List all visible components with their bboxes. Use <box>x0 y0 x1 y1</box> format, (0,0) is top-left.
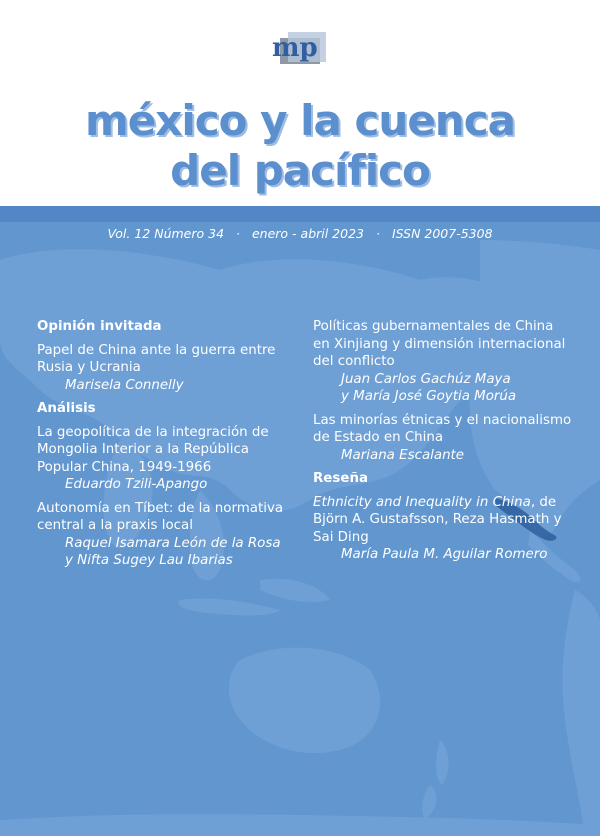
book-title: Ethnicity and Inequality in China <box>313 494 531 510</box>
journal-logo <box>266 24 332 70</box>
section-heading: Análisis <box>37 401 96 416</box>
article-entry <box>313 412 573 465</box>
contents-left-column <box>37 318 287 576</box>
contents-right-column <box>313 318 573 570</box>
article-entry <box>313 318 573 406</box>
svg-text:mp: mp <box>272 33 318 63</box>
review-author: María Paula M. Aguilar Romero <box>341 547 548 562</box>
article-title: Políticas gubernamentales de China en Xinjiang y dimensión internacional del conflicto <box>313 319 566 369</box>
section-heading: Opinión invitada <box>37 319 162 334</box>
book-authors: , de Björn A. Gustafsson, Reza Hasmath y Sai Ding <box>313 494 562 545</box>
review-entry <box>313 494 573 564</box>
article-author: y María José Goytia Morúa <box>341 389 517 404</box>
article-author: Mariana Escalante <box>341 447 465 463</box>
article-author: Raquel Isamara León de la Rosa <box>65 535 281 551</box>
article-title: Papel de China ante la guerra entre Rusia y Ucrania <box>37 342 276 375</box>
article-author: Eduardo Tzili-Apango <box>65 477 208 492</box>
volume-number: Vol. 12 Número 34 <box>107 226 225 241</box>
separator: · <box>236 226 240 241</box>
article-author: Juan Carlos Gachúz Maya <box>341 371 511 387</box>
issue-info <box>0 226 600 241</box>
article-title: Autonomía en Tíbet: de la normativa central a la praxis local <box>37 500 284 533</box>
separator: · <box>375 226 380 241</box>
journal-title-line1: méxico y la cuenca <box>85 96 515 145</box>
article-entry <box>37 342 287 395</box>
article-author: Marisela Connelly <box>65 377 184 393</box>
article-entry <box>37 424 287 494</box>
issue-dates: enero - abril 2023 <box>251 226 364 241</box>
article-title: La geopolítica de la integración de Mongolia Interior a la República Popular China, 1949-1966 <box>37 424 269 475</box>
section-heading: Reseña <box>313 471 369 486</box>
article-entry <box>37 500 287 570</box>
issn: ISSN 2007-5308 <box>391 226 493 241</box>
journal-title-line2: del pacífico <box>170 146 430 195</box>
band-top-stripe <box>0 206 600 222</box>
review-title <box>313 494 573 547</box>
article-author: y Nifta Sugey Lau Ibarias <box>65 553 233 568</box>
article-title: Las minorías étnicas y el nacionalismo de Estado en China <box>313 412 572 445</box>
